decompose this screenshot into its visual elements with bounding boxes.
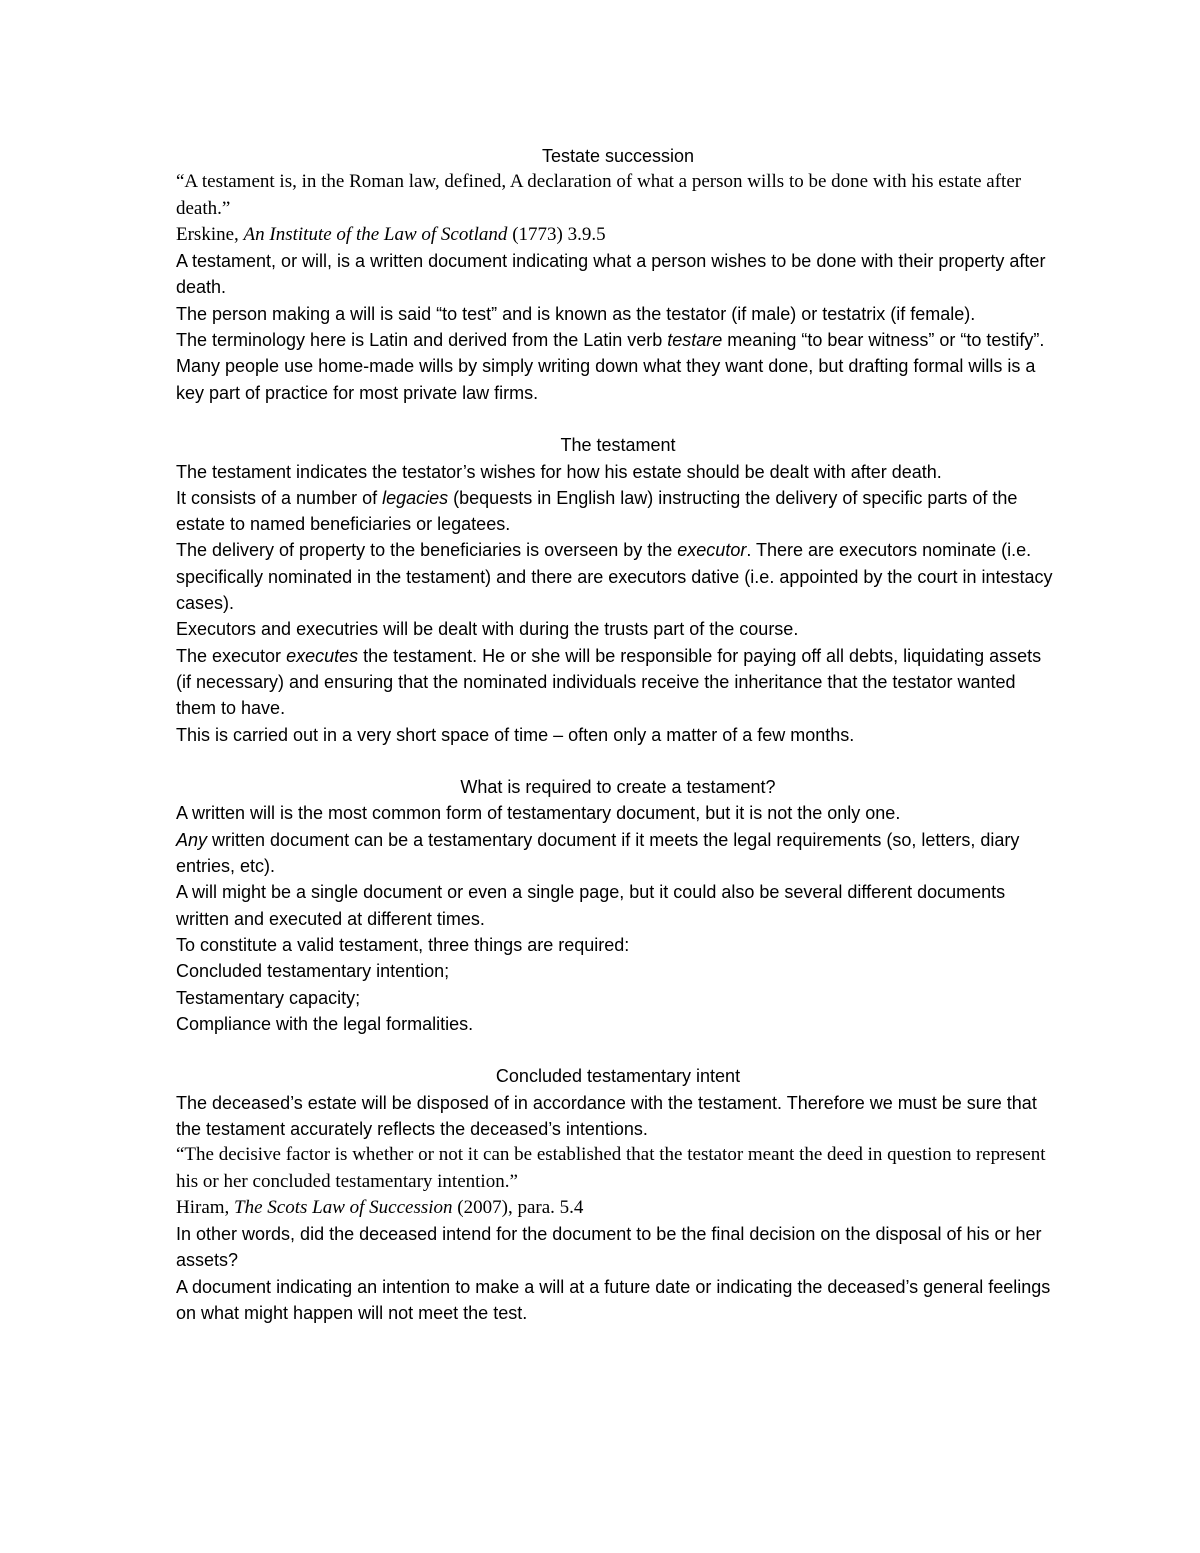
requirement-capacity: Testamentary capacity; [176, 987, 361, 1008]
text-span: The delivery of property to the beneficiaries is overseen by the [176, 540, 678, 561]
italic-term: legacies [382, 487, 449, 508]
citation-author: Erskine, [176, 223, 244, 245]
text-span: meaning “to bear witness” or “to testify”. [722, 330, 1045, 351]
paragraph-executes [176, 643, 1060, 722]
paragraph-written-will: A written will is the most common form of testamentary document, but it is not the only one. [176, 803, 901, 824]
paragraph-three-things: To constitute a valid testament, three things are required: [176, 934, 630, 955]
requirement-intention: Concluded testamentary intention; [176, 961, 450, 982]
spacer [176, 748, 1060, 774]
paragraph-any-document [176, 827, 1060, 880]
paragraph-executries: Executors and executries will be dealt with during the trusts part of the course. [176, 619, 799, 640]
text-span: It consists of a number of [176, 487, 383, 508]
section-heading-testate-succession: Testate succession [541, 146, 695, 166]
hiram-citation [176, 1195, 1060, 1221]
italic-term: Any [176, 829, 208, 850]
text-span: the testament. He or she will be responsible for paying off all debts, liquidating assets (if necessary) and ensuring that the nominated individuals receive the inheritance that the testator wanted them to have. [176, 645, 1042, 719]
italic-term: testare [667, 330, 723, 351]
text-span: The terminology here is Latin and derived from the Latin verb [176, 330, 668, 351]
paragraph-definition: A testament, or will, is a written document indicating what a person wishes to be done with their property after death. [176, 251, 1046, 298]
paragraph-testator-wishes: The testament indicates the testator’s wishes for how his estate should be dealt with after death. [176, 461, 942, 482]
section-heading-concluded-intent: Concluded testamentary intent [495, 1066, 741, 1087]
citation-author: Hiram, [176, 1196, 235, 1218]
italic-term: executes [286, 645, 359, 666]
hiram-quote: “The decisive factor is whether or not it can be established that the testator meant the deed in question to represent his or her concluded testamentary intention.” [176, 1144, 1046, 1192]
paragraph-legacies [176, 485, 1060, 538]
paragraph-single-document: A will might be a single document or even a single page, but it could also be several different documents written and executed at different times. [176, 882, 1006, 929]
spacer [176, 1037, 1060, 1063]
requirement-formalities: Compliance with the legal formalities. [176, 1013, 474, 1034]
citation-title: An Institute of the Law of Scotland [243, 223, 508, 245]
paragraph-short-time: This is carried out in a very short space of time – often only a matter of a few months. [176, 724, 855, 745]
text-span: written document can be a testamentary document if it meets the legal requirements (so, letters, diary entries, etc). [176, 829, 1020, 877]
section-heading-requirements: What is required to create a testament? [460, 777, 776, 798]
text-span: The executor [176, 645, 287, 666]
erskine-citation [176, 222, 1060, 248]
text-span: (bequests in English law) instructing the delivery of specific parts of the estate to named beneficiaries or legatees. [176, 487, 1018, 535]
citation-title: The Scots Law of Succession [234, 1196, 453, 1218]
spacer [176, 406, 1060, 432]
paragraph-future-date: A document indicating an intention to make a will at a future date or indicating the deceased’s general feelings on what might happen will not meet the test. [176, 1276, 1051, 1324]
text-span: . There are executors nominate (i.e. specifically nominated in the testament) and there are executors dative (i.e. appointed by the court in intestacy cases). [176, 540, 1053, 614]
italic-term: executor [677, 540, 747, 561]
paragraph-executor [176, 537, 1060, 616]
paragraph-home-made-wills: Many people use home-made wills by simply writing down what they want done, but drafting formal wills is a key part of practice for most private law firms. [176, 356, 1036, 403]
paragraph-disposed: The deceased’s estate will be disposed of in accordance with the testament. Therefore we must be sure that the testament accurately reflects the deceased’s intentions. [176, 1092, 1037, 1139]
citation-details: (1773) 3.9.5 [507, 223, 606, 245]
section-heading-the-testament: The testament [560, 435, 676, 456]
paragraph-in-other-words: In other words, did the deceased intend for the document to be the final decision on the disposal of his or her assets? [176, 1224, 1042, 1271]
roman-law-quote: “A testament is, in the Roman law, defined, A declaration of what a person wills to be done with his estate after death.” [176, 171, 1022, 219]
paragraph-terminology [176, 327, 1060, 353]
paragraph-testator: The person making a will is said “to test” and is known as the testator (if male) or testatrix (if female). [176, 303, 976, 324]
citation-details: (2007), para. 5.4 [452, 1196, 584, 1218]
